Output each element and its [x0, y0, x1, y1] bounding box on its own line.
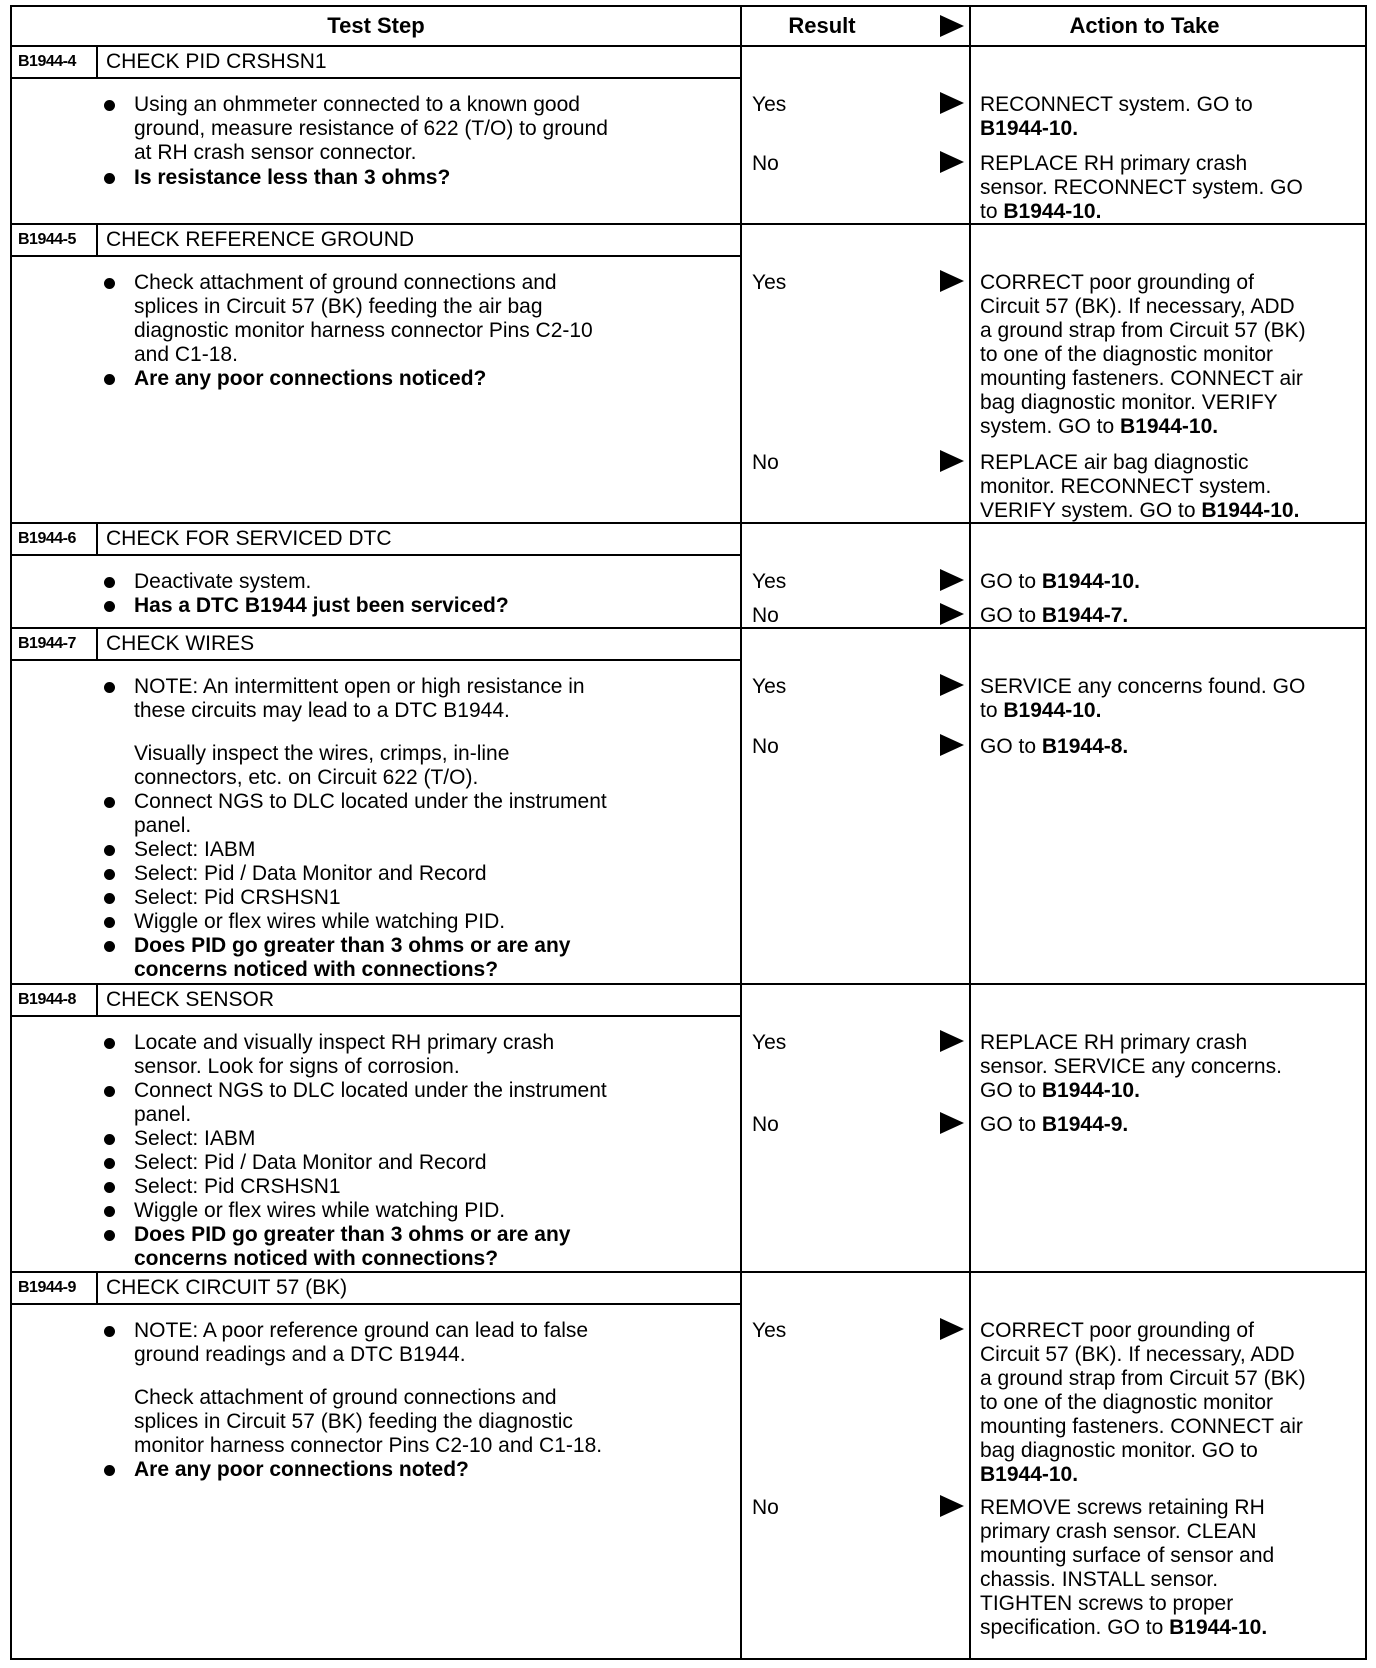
bullet-icon — [104, 374, 115, 385]
action-line: monitor. RECONNECT system. — [980, 475, 1272, 498]
instruction-line: Select: Pid CRSHSN1 — [134, 1175, 341, 1198]
bullet-icon — [104, 869, 115, 880]
instruction-line: Are any poor connections noticed? — [134, 367, 487, 390]
result-arrow-icon — [940, 734, 964, 756]
result-label: Yes — [752, 271, 787, 294]
instruction-line: NOTE: An intermittent open or high resistance in — [134, 675, 585, 698]
step-reference: B1944-10. — [1041, 1079, 1140, 1102]
result-label: Yes — [752, 675, 787, 698]
result-arrow-icon — [940, 270, 964, 292]
step-title: CHECK CIRCUIT 57 (BK) — [106, 1276, 348, 1299]
bullet-icon — [104, 577, 115, 588]
instruction-line: and C1-18. — [134, 343, 238, 366]
instruction-line: Wiggle or flex wires while watching PID. — [134, 910, 506, 933]
bullet-icon — [104, 1134, 115, 1145]
step-reference: B1944-7. — [1041, 604, 1129, 627]
instruction-line: Check attachment of ground connections and — [134, 1386, 557, 1409]
instruction-line: Select: IABM — [134, 838, 256, 861]
bullet-icon — [104, 941, 115, 952]
bullet-icon — [104, 278, 115, 289]
instruction-line: Visually inspect the wires, crimps, in-line — [134, 742, 510, 765]
step-reference: B1944-8. — [1041, 735, 1129, 758]
result-label: No — [752, 1113, 779, 1136]
action-line: GO to B1944-10. — [980, 1079, 1140, 1102]
action-line — [980, 1463, 1078, 1487]
action-line: CORRECT poor grounding of — [980, 271, 1254, 294]
instruction-line: ground readings and a DTC B1944. — [134, 1343, 466, 1366]
instruction-line: Select: Pid / Data Monitor and Record — [134, 1151, 487, 1174]
result-arrow-icon — [940, 1495, 964, 1517]
action-line: REPLACE air bag diagnostic — [980, 451, 1249, 474]
instruction-line: these circuits may lead to a DTC B1944. — [134, 699, 510, 722]
bullet-icon — [104, 1230, 115, 1241]
step-reference: B1944-10. — [1003, 699, 1102, 722]
header-test-step: Test Step — [327, 13, 425, 38]
bullet-icon — [104, 1086, 115, 1097]
header-result: Result — [788, 13, 856, 38]
result-arrow-icon — [940, 450, 964, 472]
action-line: specification. GO to B1944-10. — [980, 1616, 1268, 1639]
instruction-line: ground, measure resistance of 622 (T/O) to ground — [134, 117, 608, 140]
action-line: GO to B1944-7. — [980, 604, 1129, 627]
bullet-icon — [104, 917, 115, 928]
instruction-line: monitor harness connector Pins C2-10 and C1-18. — [134, 1434, 603, 1457]
step-id: B1944-9 — [18, 1279, 76, 1296]
column-divider — [740, 7, 742, 1658]
action-line: bag diagnostic monitor. GO to — [980, 1439, 1258, 1462]
instruction-line: connectors, etc. on Circuit 622 (T/O). — [134, 766, 479, 789]
result-arrow-icon — [940, 1112, 964, 1134]
step-id-divider — [96, 983, 98, 1015]
step-title: CHECK FOR SERVICED DTC — [106, 527, 392, 550]
result-label: No — [752, 1496, 779, 1519]
action-line: TIGHTEN screws to proper — [980, 1592, 1234, 1615]
step-reference: B1944-10. — [980, 117, 1079, 140]
step-id: B1944-8 — [18, 991, 76, 1008]
action-line: to one of the diagnostic monitor — [980, 343, 1274, 366]
action-line: VERIFY system. GO to B1944-10. — [980, 499, 1300, 522]
action-line: mounting surface of sensor and — [980, 1544, 1275, 1567]
bullet-icon — [104, 845, 115, 856]
action-line — [980, 117, 1078, 141]
instruction-line: Select: Pid CRSHSN1 — [134, 886, 341, 909]
bullet-icon — [104, 1465, 115, 1476]
action-line: a ground strap from Circuit 57 (BK) — [980, 319, 1306, 342]
step-id-divider — [96, 522, 98, 554]
instruction-line: sensor. Look for signs of corrosion. — [134, 1055, 460, 1078]
instruction-line: Connect NGS to DLC located under the instrument — [134, 790, 607, 813]
result-arrow-icon — [940, 1318, 964, 1340]
bullet-icon — [104, 797, 115, 808]
instruction-line: concerns noticed with connections? — [134, 1247, 499, 1270]
action-line: GO to B1944-9. — [980, 1113, 1129, 1136]
step-reference: B1944-10. — [1201, 499, 1300, 522]
instruction-line: Select: Pid / Data Monitor and Record — [134, 862, 487, 885]
action-line: Circuit 57 (BK). If necessary, ADD — [980, 1343, 1295, 1366]
instruction-line: at RH crash sensor connector. — [134, 141, 417, 164]
bullet-icon — [104, 893, 115, 904]
action-line: sensor. SERVICE any concerns. — [980, 1055, 1282, 1078]
instruction-line: NOTE: A poor reference ground can lead to false — [134, 1319, 589, 1342]
step-id: B1944-5 — [18, 231, 76, 248]
action-line: sensor. RECONNECT system. GO — [980, 176, 1303, 199]
step-reference: B1944-10. — [1041, 570, 1140, 593]
instruction-line: splices in Circuit 57 (BK) feeding the diagnostic — [134, 1410, 573, 1433]
step-reference: B1944-10. — [1169, 1616, 1268, 1639]
instruction-line: Select: IABM — [134, 1127, 256, 1150]
step-id-divider — [96, 223, 98, 255]
bullet-icon — [104, 1158, 115, 1169]
step-reference: B1944-9. — [1041, 1113, 1129, 1136]
step-id-divider — [96, 627, 98, 659]
action-line: RECONNECT system. GO to — [980, 93, 1253, 116]
action-line: a ground strap from Circuit 57 (BK) — [980, 1367, 1306, 1390]
header-arrow-icon — [940, 15, 964, 37]
step-title: CHECK SENSOR — [106, 988, 275, 1011]
result-label: Yes — [752, 570, 787, 593]
diagnostic-table — [10, 5, 1367, 1660]
step-reference: B1944-10. — [980, 1463, 1079, 1486]
instruction-line: splices in Circuit 57 (BK) feeding the air bag — [134, 295, 543, 318]
column-divider — [969, 7, 971, 1658]
action-line: CORRECT poor grounding of — [980, 1319, 1254, 1342]
action-line: REMOVE screws retaining RH — [980, 1496, 1265, 1519]
instruction-line: Locate and visually inspect RH primary crash — [134, 1031, 555, 1054]
step-id-divider — [96, 45, 98, 77]
result-arrow-icon — [940, 151, 964, 173]
step-id: B1944-7 — [18, 635, 76, 652]
step-reference: B1944-10. — [1120, 415, 1219, 438]
action-line: GO to B1944-10. — [980, 570, 1140, 593]
bullet-icon — [104, 100, 115, 111]
action-line: REPLACE RH primary crash — [980, 152, 1248, 175]
step-title: CHECK PID CRSHSN1 — [106, 50, 327, 73]
result-label: No — [752, 451, 779, 474]
action-line: mounting fasteners. CONNECT air — [980, 367, 1303, 390]
instruction-line: Deactivate system. — [134, 570, 312, 593]
instruction-line: panel. — [134, 814, 192, 837]
action-line: to B1944-10. — [980, 699, 1102, 722]
action-line: Circuit 57 (BK). If necessary, ADD — [980, 295, 1295, 318]
bullet-icon — [104, 601, 115, 612]
bullet-icon — [104, 1326, 115, 1337]
result-label: No — [752, 604, 779, 627]
step-id: B1944-6 — [18, 530, 76, 547]
instruction-line: concerns noticed with connections? — [134, 958, 499, 981]
result-label: No — [752, 152, 779, 175]
bullet-icon — [104, 1182, 115, 1193]
instruction-line: Check attachment of ground connections and — [134, 271, 557, 294]
instruction-line: Does PID go greater than 3 ohms or are any — [134, 1223, 571, 1246]
step-reference: B1944-10. — [1003, 200, 1102, 223]
instruction-line: Wiggle or flex wires while watching PID. — [134, 1199, 506, 1222]
step-title: CHECK WIRES — [106, 632, 255, 655]
result-label: No — [752, 735, 779, 758]
action-line: to B1944-10. — [980, 200, 1102, 223]
instruction-line: Using an ohmmeter connected to a known good — [134, 93, 580, 116]
result-arrow-icon — [940, 1030, 964, 1052]
bullet-icon — [104, 1206, 115, 1217]
action-line: bag diagnostic monitor. VERIFY — [980, 391, 1278, 414]
result-arrow-icon — [940, 569, 964, 591]
action-line: GO to B1944-8. — [980, 735, 1129, 758]
action-line: system. GO to B1944-10. — [980, 415, 1219, 438]
action-line: chassis. INSTALL sensor. — [980, 1568, 1219, 1591]
result-arrow-icon — [940, 92, 964, 114]
result-arrow-icon — [940, 674, 964, 696]
action-line: mounting fasteners. CONNECT air — [980, 1415, 1303, 1438]
action-line: primary crash sensor. CLEAN — [980, 1520, 1257, 1543]
instruction-line: Does PID go greater than 3 ohms or are any — [134, 934, 571, 957]
bullet-icon — [104, 1038, 115, 1049]
step-title: CHECK REFERENCE GROUND — [106, 228, 415, 251]
result-label: Yes — [752, 93, 787, 116]
instruction-line: Is resistance less than 3 ohms? — [134, 166, 451, 189]
instruction-line: Connect NGS to DLC located under the instrument — [134, 1079, 607, 1102]
result-label: Yes — [752, 1031, 787, 1054]
result-label: Yes — [752, 1319, 787, 1342]
action-line: to one of the diagnostic monitor — [980, 1391, 1274, 1414]
header-action: Action to Take — [1069, 13, 1220, 38]
result-arrow-icon — [940, 603, 964, 625]
bullet-icon — [104, 173, 115, 184]
action-line: REPLACE RH primary crash — [980, 1031, 1248, 1054]
step-id-divider — [96, 1271, 98, 1303]
action-line: SERVICE any concerns found. GO — [980, 675, 1306, 698]
instruction-line: Are any poor connections noted? — [134, 1458, 469, 1481]
bullet-icon — [104, 682, 115, 693]
step-id: B1944-4 — [18, 53, 76, 70]
instruction-line: panel. — [134, 1103, 192, 1126]
instruction-line: diagnostic monitor harness connector Pins C2-10 — [134, 319, 593, 342]
instruction-line: Has a DTC B1944 just been serviced? — [134, 594, 509, 617]
